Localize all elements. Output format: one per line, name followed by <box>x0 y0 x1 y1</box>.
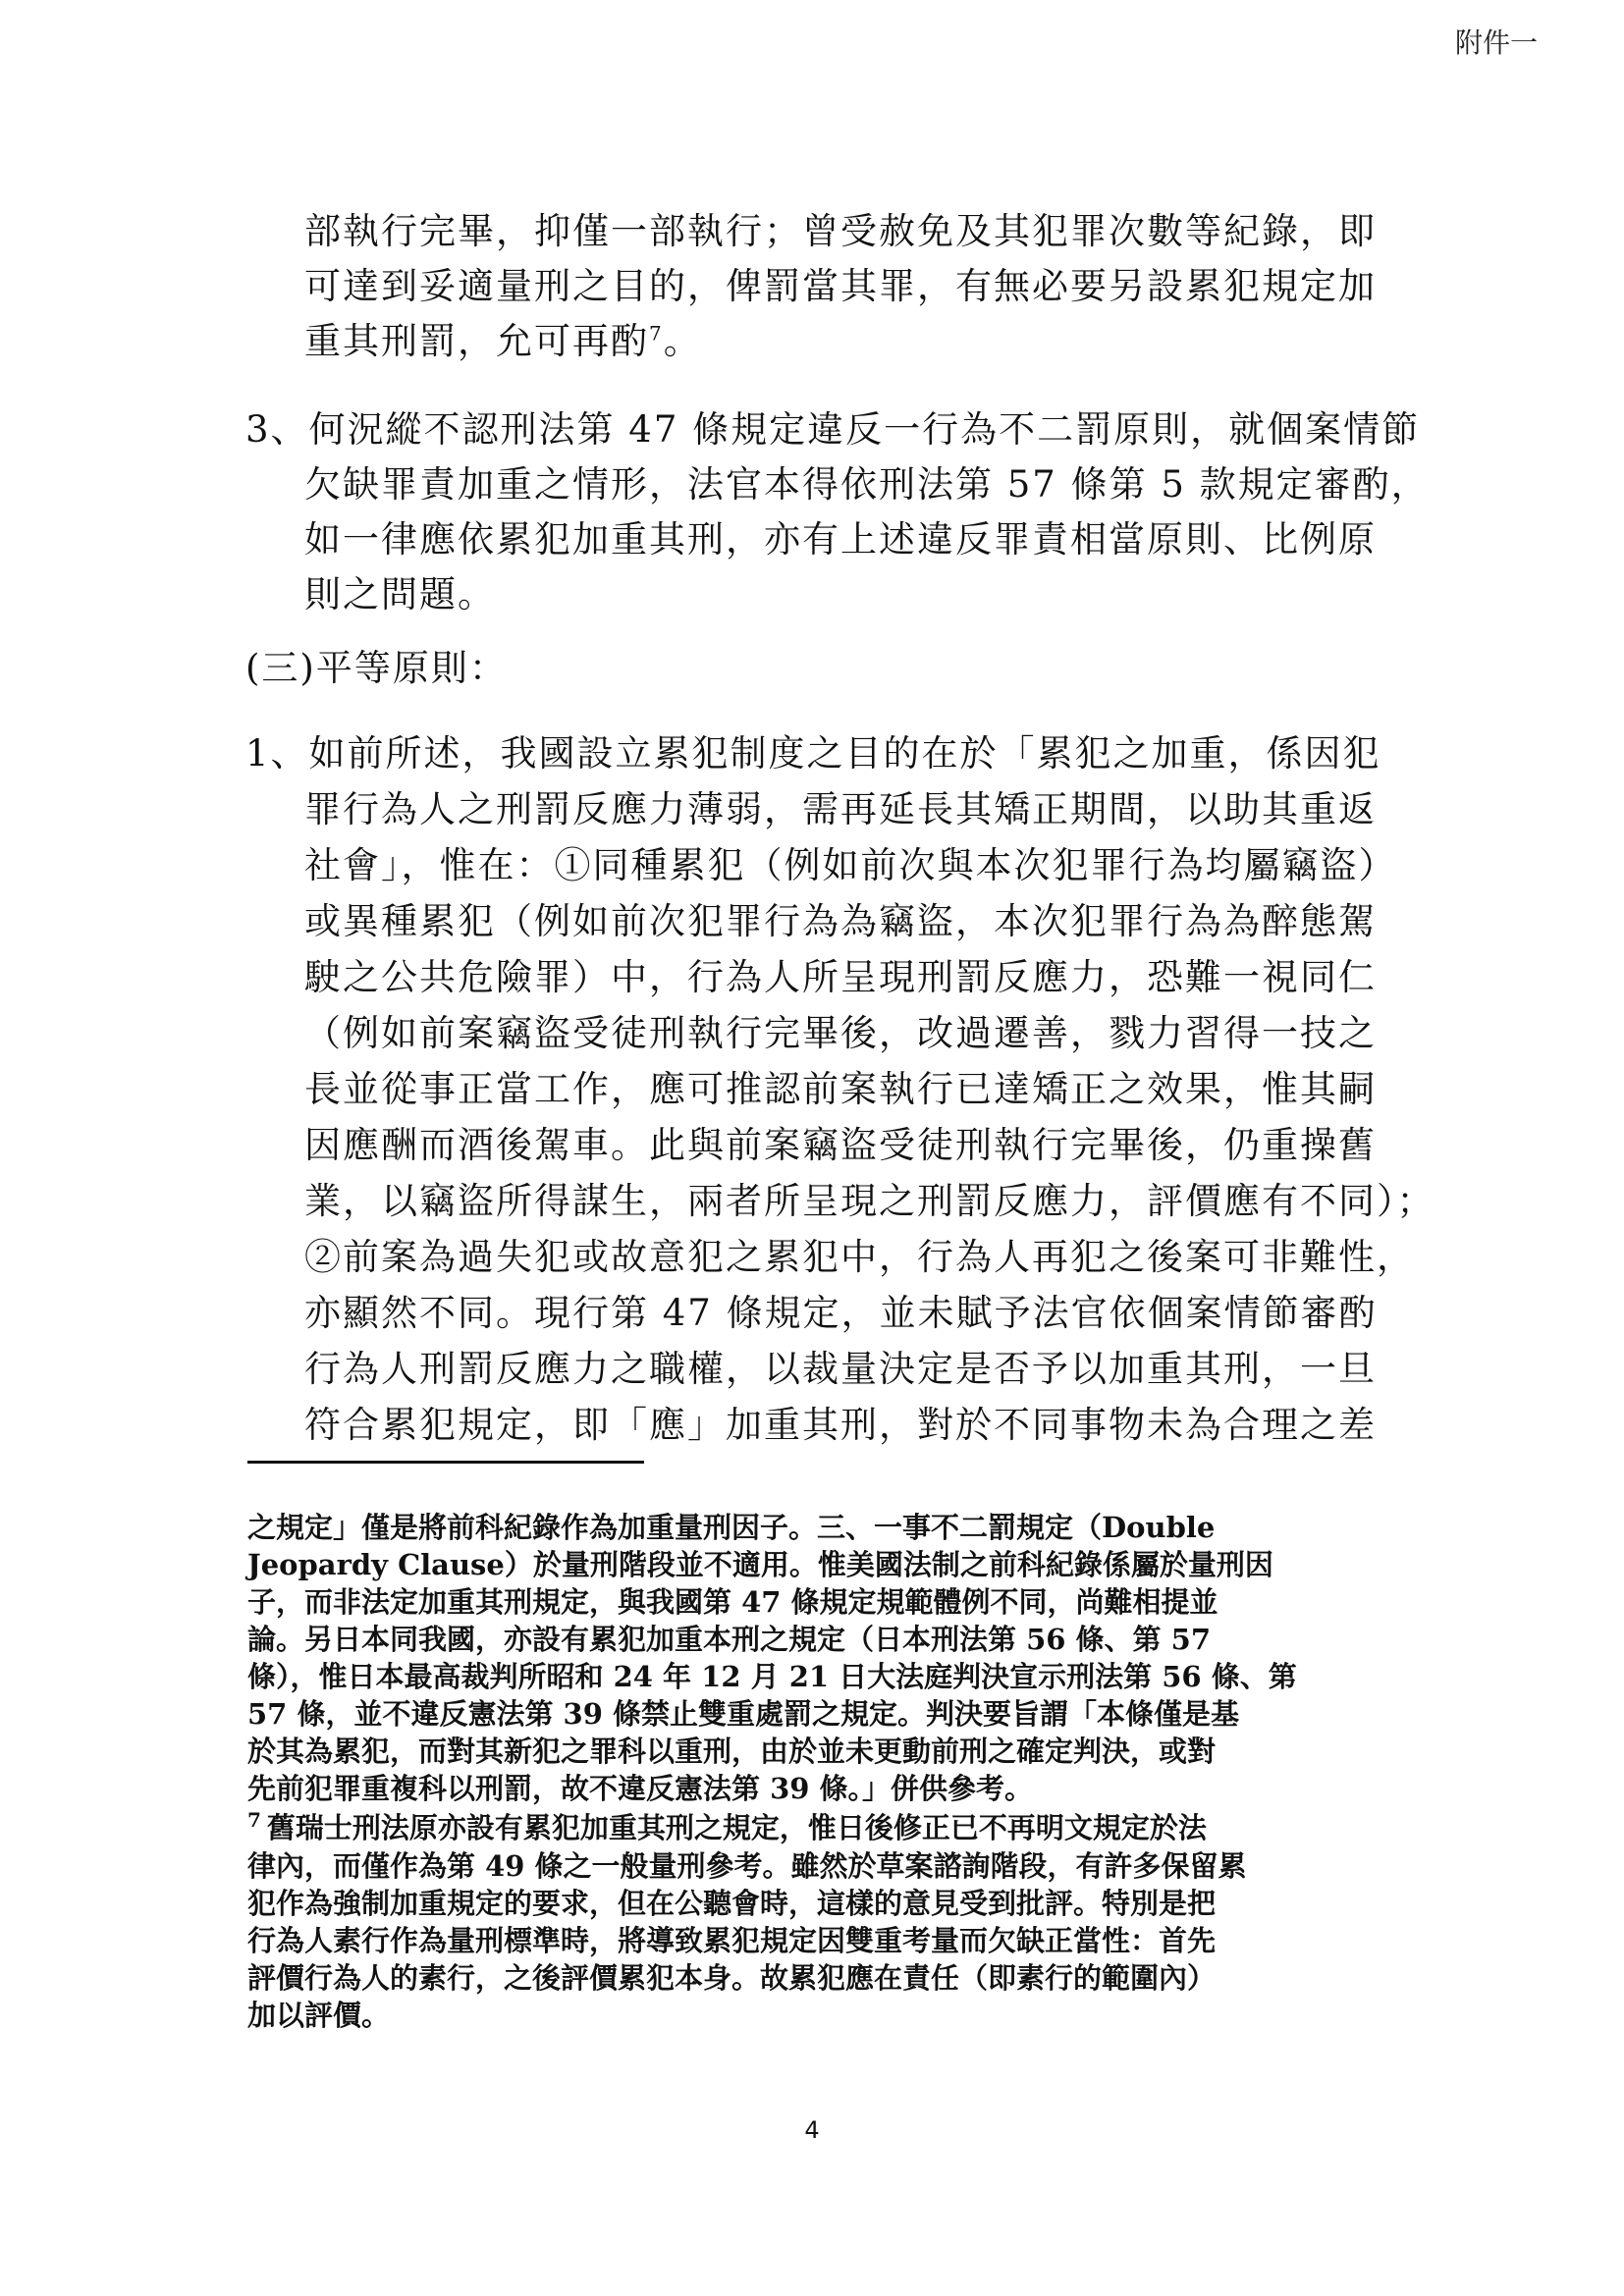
paragraph-line: 則之問題。 <box>304 573 496 615</box>
footnote-line: 於其為累犯，而對其新犯之罪科以重刑，由於並未更動前刑之確定判決，或對 <box>247 1735 1217 1768</box>
paragraph-line: 因應酬而酒後駕車。此與前案竊盜受徒刑執行完畢後，仍重操舊 <box>304 1124 1377 1166</box>
paragraph-line: 如一律應依累犯加重其刑，亦有上述違反罪責相當原則、比例原 <box>304 518 1377 561</box>
footnote-text: 舊瑞士刑法原亦設有累犯加重其刑之規定，惟日後修正已不再明文規定於法 <box>266 1811 1207 1844</box>
footnote-line: 行為人素行作為量刑標準時，將導致累犯規定因雙重考量而欠缺正當性：首先 <box>247 1924 1217 1957</box>
footnote-separator <box>247 1461 644 1464</box>
section-heading: (三)平等原則： <box>245 647 508 689</box>
paragraph-line: 業，以竊盜所得謀生，兩者所呈現之刑罰反應力，評價應有不同）； <box>304 1180 1435 1222</box>
paragraph-line: （例如前案竊盜受徒刑執行完畢後，改過遷善，戮力習得一技之 <box>304 1012 1377 1054</box>
footnote-line: 律內，而僅作為第 49 條之一般量刑參考。雖然於草案諮詢階段，有許多保留累 <box>247 1849 1247 1883</box>
paragraph-line: ②前案為過失犯或故意犯之累犯中，行為人再犯之後案可非難性， <box>304 1236 1415 1278</box>
footnote-line: 犯作為強制加重規定的要求，但在公聽會時，這樣的意見受到批評。特別是把 <box>247 1887 1217 1920</box>
footnote-7-mark: 7 <box>247 1808 261 1833</box>
footnote-line: 先前犯罪重複科以刑罰，故不違反憲法第 39 條。」併供參考。 <box>247 1772 1034 1805</box>
paragraph-line: 或異種累犯（例如前次犯罪行為為竊盜，本次犯罪行為為醉態駕 <box>304 900 1377 942</box>
paragraph-line: 亦顯然不同。現行第 47 條規定，並未賦予法官依個案情節審酌 <box>304 1292 1378 1334</box>
paragraph-line: 社會」，惟在：①同種累犯（例如前次與本次犯罪行為均屬竊盜） <box>304 844 1397 886</box>
footnote-line: 加以評價。 <box>247 1999 391 2032</box>
attachment-label: 附件一 <box>1454 27 1538 59</box>
paragraph-line: 罪行為人之刑罰反應力薄弱，需再延長其矯正期間，以助其重返 <box>304 788 1377 830</box>
paragraph-line: 長並從事正當工作，應可推認前案執行已達矯正之效果，惟其嗣 <box>304 1068 1377 1110</box>
paragraph-line: 1、如前所述，我國設立累犯制度之目的在於「累犯之加重，係因犯 <box>245 732 1381 774</box>
footnote-line: 評價行為人的素行，之後評價累犯本身。故累犯應在責任（即素行的範圍內） <box>247 1961 1217 1995</box>
paragraph-line: 部執行完畢，抑僅一部執行；曾受赦免及其犯罪次數等紀錄，即 <box>304 210 1377 252</box>
footnote-line: 論。另日本同我國，亦設有累犯加重本刑之規定（日本刑法第 56 條、第 57 <box>247 1623 1212 1656</box>
paragraph-line: 3、何況縱不認刑法第 47 條規定違反一行為不二罰原則，就個案情節 <box>245 408 1421 451</box>
paragraph-line: 行為人刑罰反應力之職權，以裁量決定是否予以加重其刑，一旦 <box>304 1348 1377 1390</box>
paragraph-line <box>304 311 702 364</box>
footnote-ref[interactable]: 7 <box>649 321 664 346</box>
page-number: 4 <box>804 2116 820 2144</box>
paragraph-line: 可達到妥適量刑之目的，俾罰當其罪，有無必要另設累犯規定加 <box>304 265 1377 307</box>
paragraph-line: 欠缺罪責加重之情形，法官本得依刑法第 57 條第 5 款規定審酌， <box>304 463 1430 506</box>
footnote-line: 之規定」僅是將前科紀錄作為加重量刑因子。三、一事不二罰規定（Double <box>247 1511 1216 1544</box>
paragraph-text: 重其刑罰，允可再酌 <box>304 320 649 362</box>
footnote-line: 57 條，並不違反憲法第 39 條禁止雙重處罰之規定。判決要旨謂「本條僅是基 <box>247 1697 1240 1731</box>
paragraph-line: 駛之公共危險罪）中，行為人所呈現刑罰反應力，恐難一視同仁 <box>304 956 1377 998</box>
footnote-line: 子，而非法定加重其刑規定，與我國第 47 條規定規範體例不同，尚難相提並 <box>247 1585 1218 1619</box>
footnote-line: Jeopardy Clause）於量刑階段並不適用。惟美國法制之前科紀錄係屬於量刑因 <box>247 1548 1273 1581</box>
footnote-7-line <box>247 1806 1207 1846</box>
paragraph-text: 。 <box>663 320 702 362</box>
footnote-line: 條），惟日本最高裁判所昭和 24 年 12 月 21 日大法庭判決宣示刑法第 56 條、第 <box>247 1660 1297 1693</box>
paragraph-line: 符合累犯規定，即「應」加重其刑，對於不同事物未為合理之差 <box>304 1404 1377 1446</box>
